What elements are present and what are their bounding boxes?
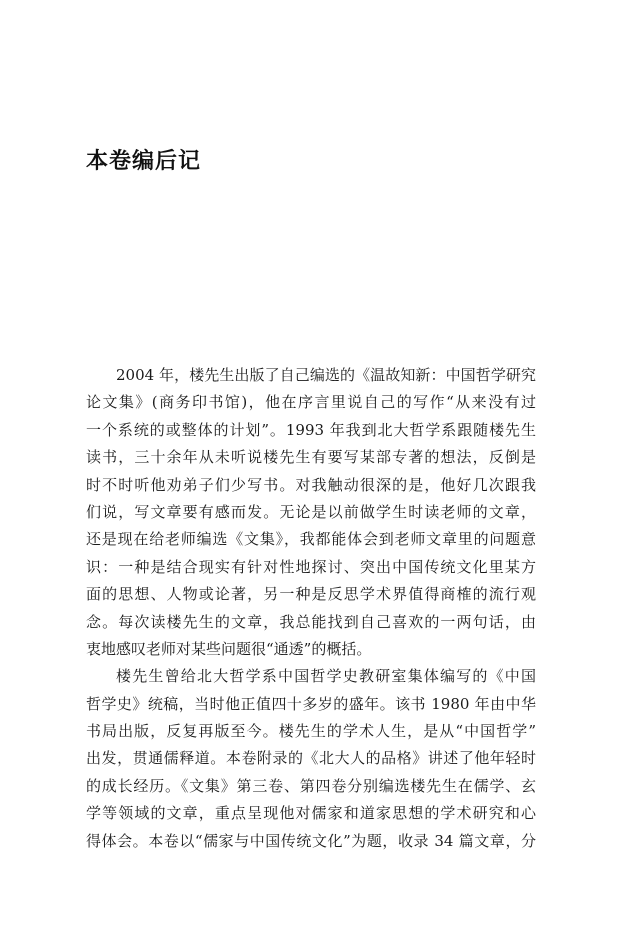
text-line: 时不时听他劝弟子们少写书。对我触动很深的是，他好几次跟我 [86, 475, 536, 494]
text-line: 得体会。本卷以“儒家与中国传统文化”为题，收录 34 篇文章，分 [86, 831, 536, 850]
text-line: 识：一种是结合现实有针对性地探讨、突出中国传统文化里某方 [86, 557, 536, 576]
text-line: 2004 年，楼先生出版了自己编选的《温故知新：中国哲学研究 [116, 366, 536, 384]
text-line: 出发，贯通儒释道。本卷附录的《北大人的品格》讲述了他年轻时 [86, 749, 536, 768]
paragraph-2 [86, 663, 536, 855]
text-line: 学等领域的文章，重点呈现他对儒家和道家思想的学术研究和心 [86, 804, 536, 823]
page-title: 本卷编后记 [86, 148, 202, 174]
text-line: 念。每次读楼先生的文章，我总能找到自己喜欢的一两句话，由 [86, 612, 536, 631]
text-line: 们说，写文章要有感而发。无论是以前做学生时读老师的文章， [86, 502, 536, 521]
text-line: 的成长经历。《文集》第三卷、第四卷分别编选楼先生在儒学、玄 [86, 776, 536, 795]
text-line: 楼先生曾给北大哲学系中国哲学史教研室集体编写的《中国 [116, 667, 536, 686]
text-line: 面的思想、人物或论著，另一种是反思学术界值得商榷的流行观 [86, 585, 536, 604]
text-line: 读书，三十余年从未听说楼先生有要写某部专著的想法，反倒是 [86, 448, 536, 467]
text-line: 还是现在给老师编选《文集》，我都能体会到老师文章里的问题意 [86, 530, 536, 549]
paragraph-1 [86, 362, 536, 663]
text-line: 哲学史》统稿，当时他正值四十多岁的盛年。该书 1980 年由中华 [86, 694, 536, 713]
text-line: 书局出版，反复再版至今。楼先生的学术人生，是从“中国哲学” [86, 722, 536, 741]
text-line: 一个系统的或整体的计划”。1993 年我到北大哲学系跟随楼先生 [86, 420, 536, 439]
text-line: 衷地感叹老师对某些问题很“通透”的概括。 [86, 639, 372, 658]
body-text [86, 362, 536, 855]
text-line: 论文集》(商务印书馆)，他在序言里说自己的写作“从来没有过 [86, 393, 536, 412]
